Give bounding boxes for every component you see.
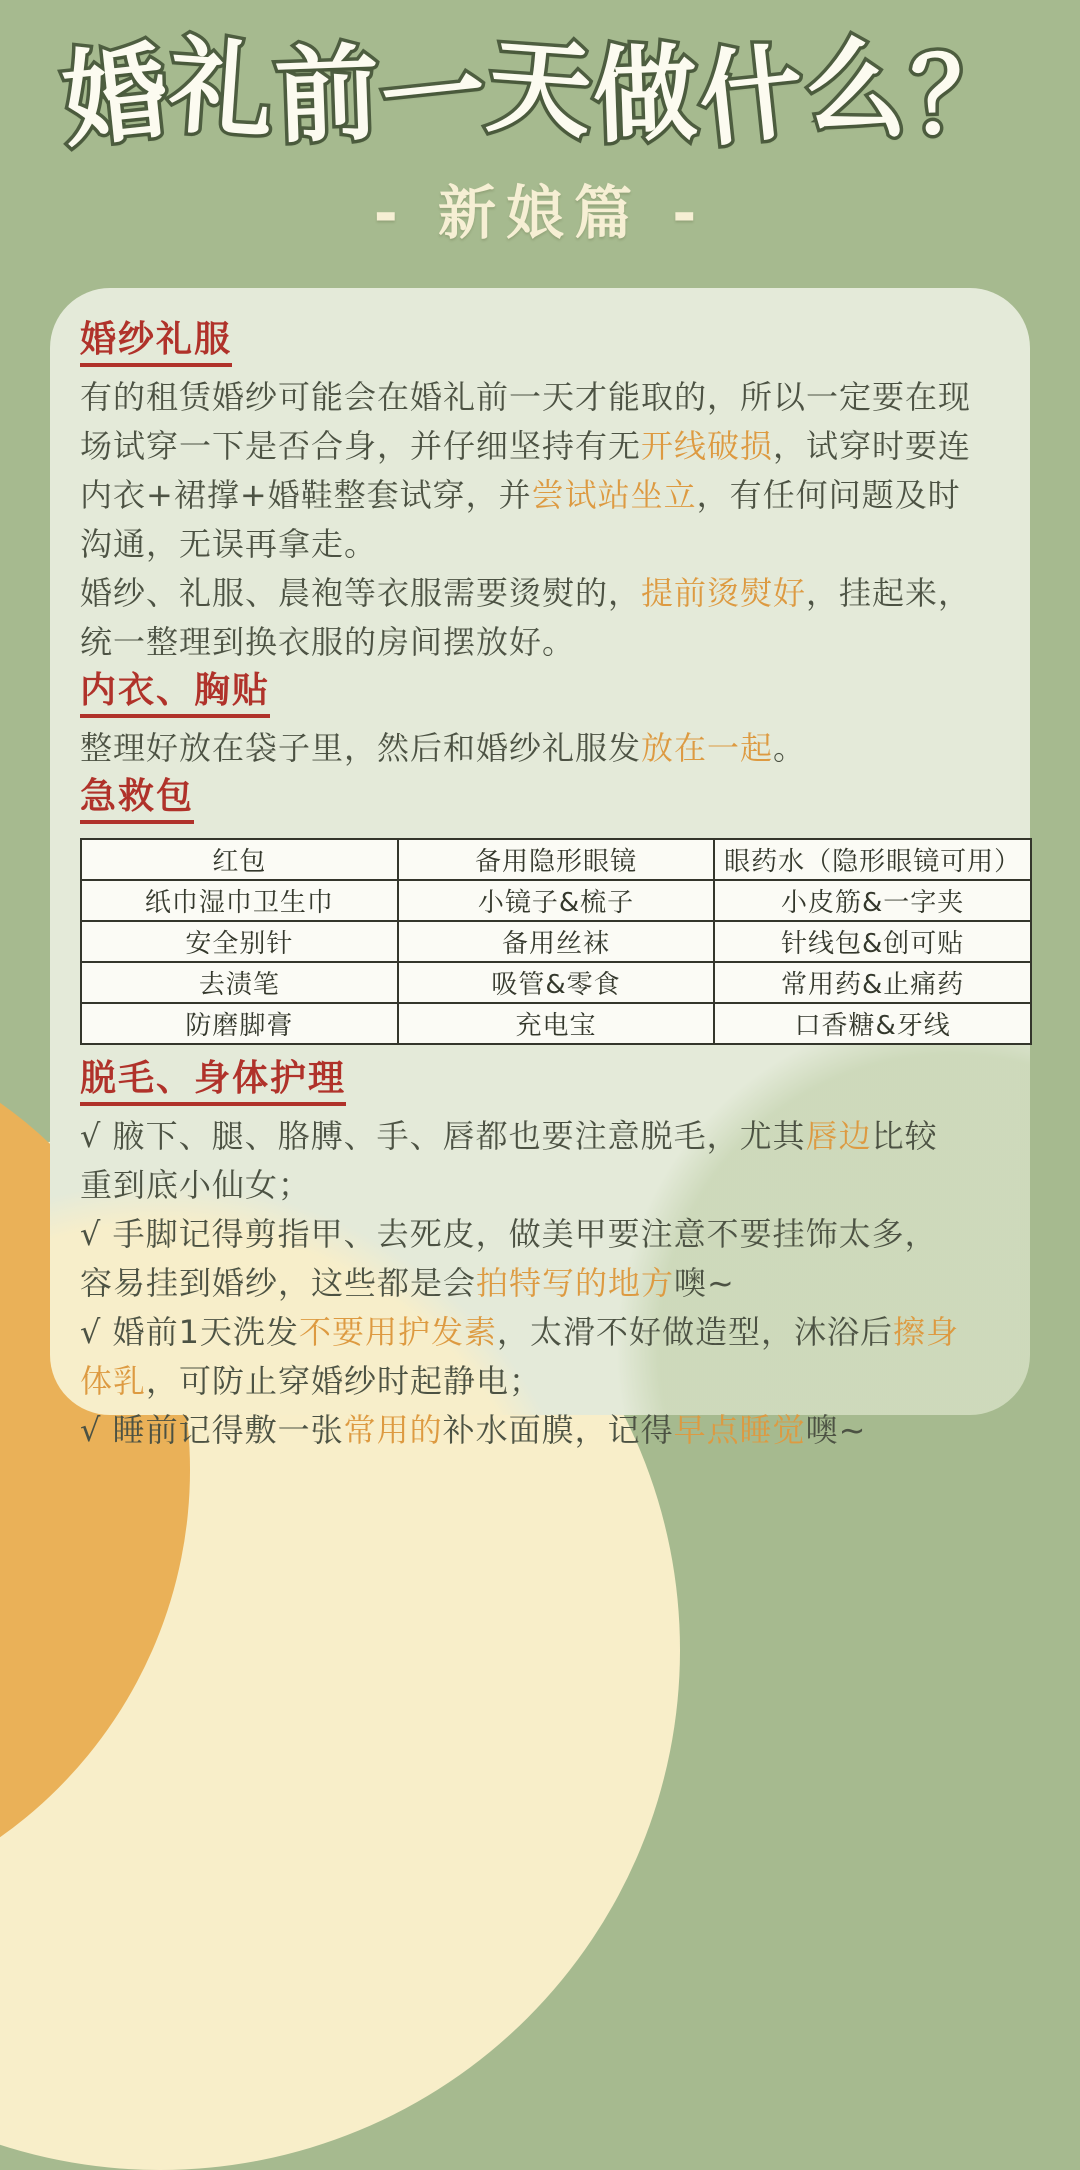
table-cell: 口香糖&牙线	[714, 1003, 1031, 1044]
paragraph: 整理好放在袋子里，然后和婚纱礼服发放在一起。	[80, 729, 807, 767]
section-body-care	[80, 1057, 1006, 1455]
section-heading-underwear: 内衣、胸贴	[80, 669, 270, 718]
table-cell: 备用丝袜	[398, 921, 715, 962]
table-cell: 小皮筋&一字夹	[714, 880, 1031, 921]
section-heading-body-care: 脱毛、身体护理	[80, 1057, 346, 1106]
table-row	[81, 962, 1031, 1003]
table-row	[81, 839, 1031, 880]
table-cell: 纸巾湿巾卫生巾	[81, 880, 398, 921]
content-card	[50, 288, 1030, 1449]
table-row	[81, 1003, 1031, 1044]
bullet-item: √ 手脚记得剪指甲、去死皮，做美甲要注意不要挂饰太多， 容易挂到婚纱，这些都是会拍特写的地方噢~	[80, 1215, 938, 1302]
paragraph: 有的租赁婚纱可能会在婚礼前一天才能取的，所以一定要在现 场试穿一下是否合身，并仔细坚持有无开线破损，试穿时要连 内衣+裙撑+婚鞋整套试穿，并尝试站坐立，有任何问题及时 沟通，无误再拿走。	[80, 378, 972, 563]
bullet-item: √ 睡前记得敷一张常用的补水面膜，记得早点睡觉噢~	[80, 1411, 867, 1449]
table-cell: 红包	[81, 839, 398, 880]
section-heading-first-aid-kit: 急救包	[80, 775, 194, 824]
table-cell: 针线包&创可贴	[714, 921, 1031, 962]
table-row	[81, 921, 1031, 962]
poster-header	[0, 0, 1080, 250]
bullet-item: √ 腋下、腿、胳膊、手、唇都也要注意脱毛，尤其唇边比较 重到底小仙女；	[80, 1117, 938, 1204]
table-cell: 常用药&止痛药	[714, 962, 1031, 1003]
table-row	[81, 880, 1031, 921]
section-heading-wedding-dress: 婚纱礼服	[80, 318, 232, 367]
first-aid-kit-table	[80, 838, 1032, 1045]
table-cell: 小镜子&梳子	[398, 880, 715, 921]
table-cell: 眼药水（隐形眼镜可用）	[714, 839, 1031, 880]
table-cell: 去渍笔	[81, 962, 398, 1003]
page-subtitle: - 新娘篇 -	[373, 178, 707, 247]
bullet-item: √ 婚前1天洗发不要用护发素，太滑不好做造型，沐浴后擦身 体乳，可防止穿婚纱时起静电；	[80, 1313, 959, 1400]
table-cell: 备用隐形眼镜	[398, 839, 715, 880]
page-title: 婚礼前一天做什么？	[57, 24, 1020, 163]
section-wedding-dress	[80, 318, 1006, 667]
table-cell: 吸管&零食	[398, 962, 715, 1003]
first-aid-kit-table-body	[81, 839, 1031, 1044]
table-cell: 充电宝	[398, 1003, 715, 1044]
table-cell: 安全别针	[81, 921, 398, 962]
section-first-aid-kit	[80, 775, 1022, 1045]
section-underwear	[80, 669, 1006, 773]
paragraph: 婚纱、礼服、晨袍等衣服需要烫熨的，提前烫熨好，挂起来， 统一整理到换衣服的房间摆放好。	[80, 574, 972, 661]
table-cell: 防磨脚膏	[81, 1003, 398, 1044]
